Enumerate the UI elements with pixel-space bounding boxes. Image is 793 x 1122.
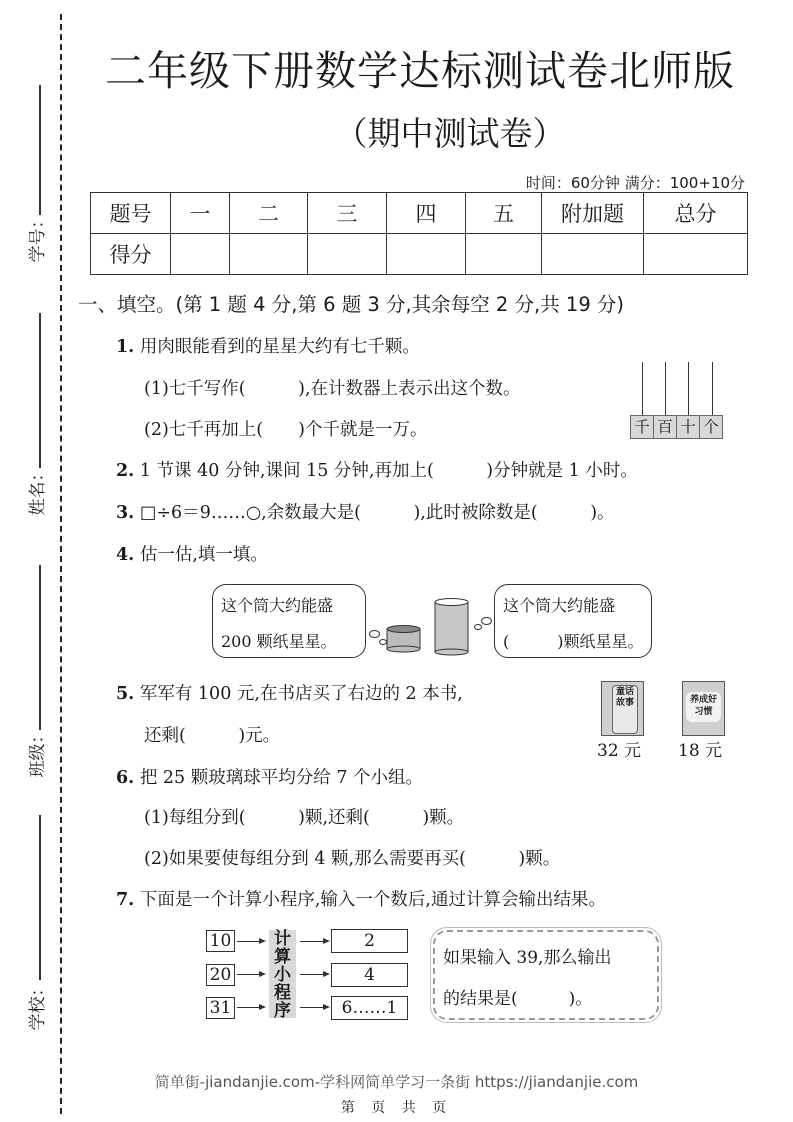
book-title: 童话故事 <box>612 685 638 734</box>
bubble-right-line-2: ( )颗纸星星。 <box>503 632 644 651</box>
score-cell[interactable] <box>171 234 230 275</box>
student-id-label: 学号： <box>28 211 48 263</box>
student-id-underline <box>39 85 41 215</box>
score-cell[interactable] <box>230 234 308 275</box>
class-underline <box>39 565 41 730</box>
question-1-part-1: (1)七千写作( ),在计数器上表示出这个数。 <box>144 379 521 399</box>
question-6-part-2: (2)如果要使每组分到 4 颗,那么需要再买( )颗。 <box>144 849 561 869</box>
question-7 <box>116 886 606 911</box>
arrow-right-icon <box>237 941 264 942</box>
score-table-header-row <box>91 193 748 234</box>
arrow-right-icon <box>237 974 264 975</box>
calculation-program-label <box>269 929 296 1021</box>
question-number: 5. <box>116 684 135 704</box>
question-1-part-2: (2)七千再加上( )个千就是一万。 <box>144 420 428 440</box>
page-subtitle: （期中测试卷） <box>334 114 566 153</box>
question-6 <box>116 764 423 789</box>
arrow-right-icon <box>300 1007 328 1008</box>
rod-ones <box>712 362 713 415</box>
header-cell: 二 <box>230 193 308 234</box>
watermark-footer: 简单街-jiandanjie.com-学科网简单学习一条街 https://jiandanjie.com <box>154 1073 639 1091</box>
place-label-ones: 个 <box>699 415 723 439</box>
question-text: 用肉眼能看到的星星大约有七千颗。 <box>139 337 420 357</box>
program-char: 小 <box>274 965 291 985</box>
question-number: 4. <box>116 545 135 565</box>
thought-puff <box>481 617 492 625</box>
header-cell: 五 <box>466 193 542 234</box>
question-3 <box>116 499 615 524</box>
header-cell: 四 <box>387 193 466 234</box>
question-number: 7. <box>116 890 135 910</box>
book-price: 18 元 <box>678 741 723 761</box>
short-tube-icon <box>386 624 422 654</box>
school-underline <box>39 815 41 980</box>
arrow-right-icon <box>300 941 328 942</box>
question-text: 1 节课 40 分钟,课间 15 分钟,再加上( )分钟就是 1 小时。 <box>139 461 638 481</box>
place-label-hundreds: 百 <box>653 415 677 439</box>
score-cell[interactable] <box>542 234 644 275</box>
output-box: 2 <box>331 929 408 953</box>
question-text: 估一估,填一填。 <box>139 545 268 565</box>
arrow-right-icon <box>300 974 328 975</box>
place-label-tens: 十 <box>676 415 700 439</box>
score-cell[interactable] <box>308 234 387 275</box>
page-number: 第 页 共 页 <box>340 1100 453 1116</box>
page-title: 二年级下册数学达标测试卷北师版 <box>105 47 735 95</box>
book-fairy-tales-icon <box>601 681 644 736</box>
tall-tube-icon <box>434 597 470 657</box>
binding-dashed-line <box>60 14 62 1114</box>
thought-puff <box>369 630 380 638</box>
speech-bubble-left <box>212 584 366 658</box>
bubble-right-line-1: 这个筒大约能盛 <box>503 596 616 615</box>
score-cell[interactable] <box>387 234 466 275</box>
question-text: 下面是一个计算小程序,输入一个数后,通过计算会输出结果。 <box>139 890 606 910</box>
book-good-habits-icon <box>682 681 725 736</box>
name-underline <box>39 313 41 468</box>
score-cell[interactable] <box>644 234 748 275</box>
header-cell: 题号 <box>91 193 171 234</box>
rod-thousands <box>642 362 643 415</box>
score-table-score-row <box>91 234 748 275</box>
time-score-info: 时间：60分钟 满分：100+10分 <box>525 174 745 192</box>
name-label: 姓名： <box>28 464 48 516</box>
bubble-left-line-1: 这个筒大约能盛 <box>221 596 334 615</box>
input-box: 10 <box>206 930 235 952</box>
rod-tens <box>688 362 689 415</box>
question-number: 1. <box>116 337 135 357</box>
arrow-right-icon <box>237 1007 264 1008</box>
input-box: 20 <box>206 964 235 986</box>
question-5 <box>116 680 463 705</box>
score-cell[interactable] <box>466 234 542 275</box>
score-table <box>90 192 748 275</box>
program-char: 序 <box>274 1001 291 1021</box>
question-5-line-2: 还剩( )元。 <box>144 726 281 746</box>
question-number: 2. <box>116 461 135 481</box>
bubble-left-line-2: 200 颗纸星星。 <box>221 632 337 651</box>
question-7-note-box <box>433 930 659 1020</box>
header-cell: 附加题 <box>542 193 644 234</box>
thought-puff <box>474 624 482 630</box>
question-number: 6. <box>116 768 135 788</box>
question-text: 军军有 100 元,在书店买了右边的 2 本书, <box>139 684 463 704</box>
class-label: 班级： <box>28 726 48 778</box>
output-box: 4 <box>331 963 408 987</box>
header-cell: 三 <box>308 193 387 234</box>
program-char: 计 <box>274 929 291 949</box>
question-4 <box>116 541 268 566</box>
question-1 <box>116 333 420 358</box>
book-price: 32 元 <box>597 741 642 761</box>
question-text: □÷6＝9……○,余数最大是( ),此时被除数是( )。 <box>139 503 615 523</box>
header-cell: 一 <box>171 193 230 234</box>
input-box: 31 <box>206 997 235 1019</box>
note-line-2: 的结果是( )。 <box>443 989 593 1009</box>
book-title: 养成好习惯 <box>686 692 721 722</box>
program-char: 算 <box>274 947 291 967</box>
speech-bubble-right <box>494 584 652 658</box>
header-cell: 总分 <box>644 193 748 234</box>
question-text: 把 25 颗玻璃球平均分给 7 个小组。 <box>139 768 424 788</box>
school-label: 学校： <box>28 979 48 1031</box>
section-heading: 一、填空。(第 1 题 4 分,第 6 题 3 分,其余每空 2 分,共 19 分) <box>78 293 625 316</box>
program-char: 程 <box>274 983 291 1003</box>
output-box: 6……1 <box>331 996 408 1020</box>
question-6-part-1: (1)每组分到( )颗,还剩( )颗。 <box>144 808 465 828</box>
score-row-label: 得分 <box>91 234 171 275</box>
question-number: 3. <box>116 503 135 523</box>
rod-hundreds <box>665 362 666 415</box>
note-line-1: 如果输入 39,那么输出 <box>443 948 612 968</box>
question-2 <box>116 457 638 482</box>
place-label-thousands: 千 <box>630 415 654 439</box>
